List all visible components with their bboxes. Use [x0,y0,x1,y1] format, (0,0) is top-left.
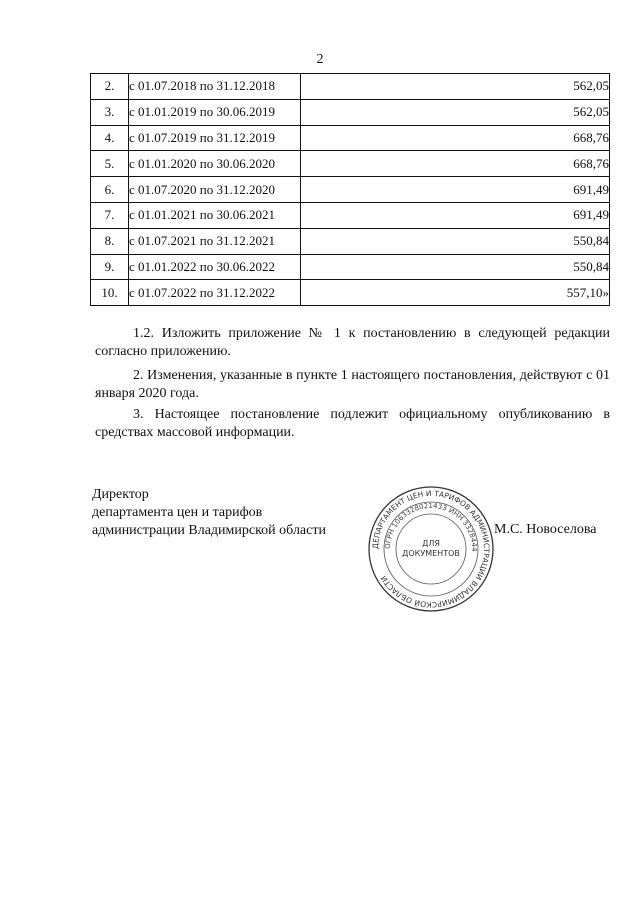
signer-administration: администрации Владимирской области [92,523,326,538]
signature-block [92,486,326,540]
row-number: 9. [91,254,129,280]
table-row [91,125,610,151]
tariff-table [90,73,610,306]
page-number: 2 [316,52,324,67]
row-period: с 01.07.2021 по 31.12.2021 [129,228,301,254]
row-number: 3. [91,99,129,125]
row-value: 691,49 [301,202,610,228]
row-value: 691,49 [301,177,610,203]
table-row [91,74,610,100]
row-value: 668,76 [301,151,610,177]
paragraph-2: 2. Изменения, указанные в пункте 1 настоящего постановления, действуют с 01 января 2020 года. [95,368,610,401]
seal-outer-text: ДЕПАРТАМЕНТ ЦЕН И ТАРИФОВ АДМИНИСТРАЦИИ ВЛАДИМИРСКОЙ ОБЛАСТИ [370,488,492,610]
table-row [91,228,610,254]
seal-center-line2: ДОКУМЕНТОВ [402,549,460,558]
row-period: с 01.01.2020 по 30.06.2020 [129,151,301,177]
table-row [91,99,610,125]
table-row [91,177,610,203]
row-value: 550,84 [301,228,610,254]
row-number: 5. [91,151,129,177]
table-row [91,280,610,306]
row-value: 562,05 [301,74,610,100]
row-number: 7. [91,202,129,228]
paragraph-1-2: 1.2. Изложить приложение № 1 к постановлению в следующей редакции согласно приложению. [95,326,610,359]
row-value: 550,84 [301,254,610,280]
row-period: с 01.07.2019 по 31.12.2019 [129,125,301,151]
row-number: 2. [91,74,129,100]
table-row [91,151,610,177]
row-period: с 01.01.2022 по 30.06.2022 [129,254,301,280]
row-number: 6. [91,177,129,203]
official-seal [366,484,496,614]
row-number: 4. [91,125,129,151]
row-number: 10. [91,280,129,306]
row-period: с 01.01.2019 по 30.06.2019 [129,99,301,125]
row-period: с 01.07.2018 по 31.12.2018 [129,74,301,100]
row-value: 562,05 [301,99,610,125]
table-row [91,254,610,280]
row-period: с 01.01.2021 по 30.06.2021 [129,202,301,228]
signer-title: Директор [92,487,149,502]
signer-department: департамента цен и тарифов [92,505,263,520]
row-period: с 01.07.2020 по 31.12.2020 [129,177,301,203]
table-row [91,202,610,228]
seal-inner-text: ОГРН 1063328021433 ИНН 3328444 [383,501,479,552]
row-value: 557,10» [301,280,610,306]
seal-center-line1: ДЛЯ [422,539,440,548]
row-period: с 01.07.2022 по 31.12.2022 [129,280,301,306]
paragraph-3: 3. Настоящее постановление подлежит официальному опубликованию в средствах массовой информации. [95,407,610,440]
signer-name: М.С. Новоселова [494,522,597,537]
row-value: 668,76 [301,125,610,151]
row-number: 8. [91,228,129,254]
